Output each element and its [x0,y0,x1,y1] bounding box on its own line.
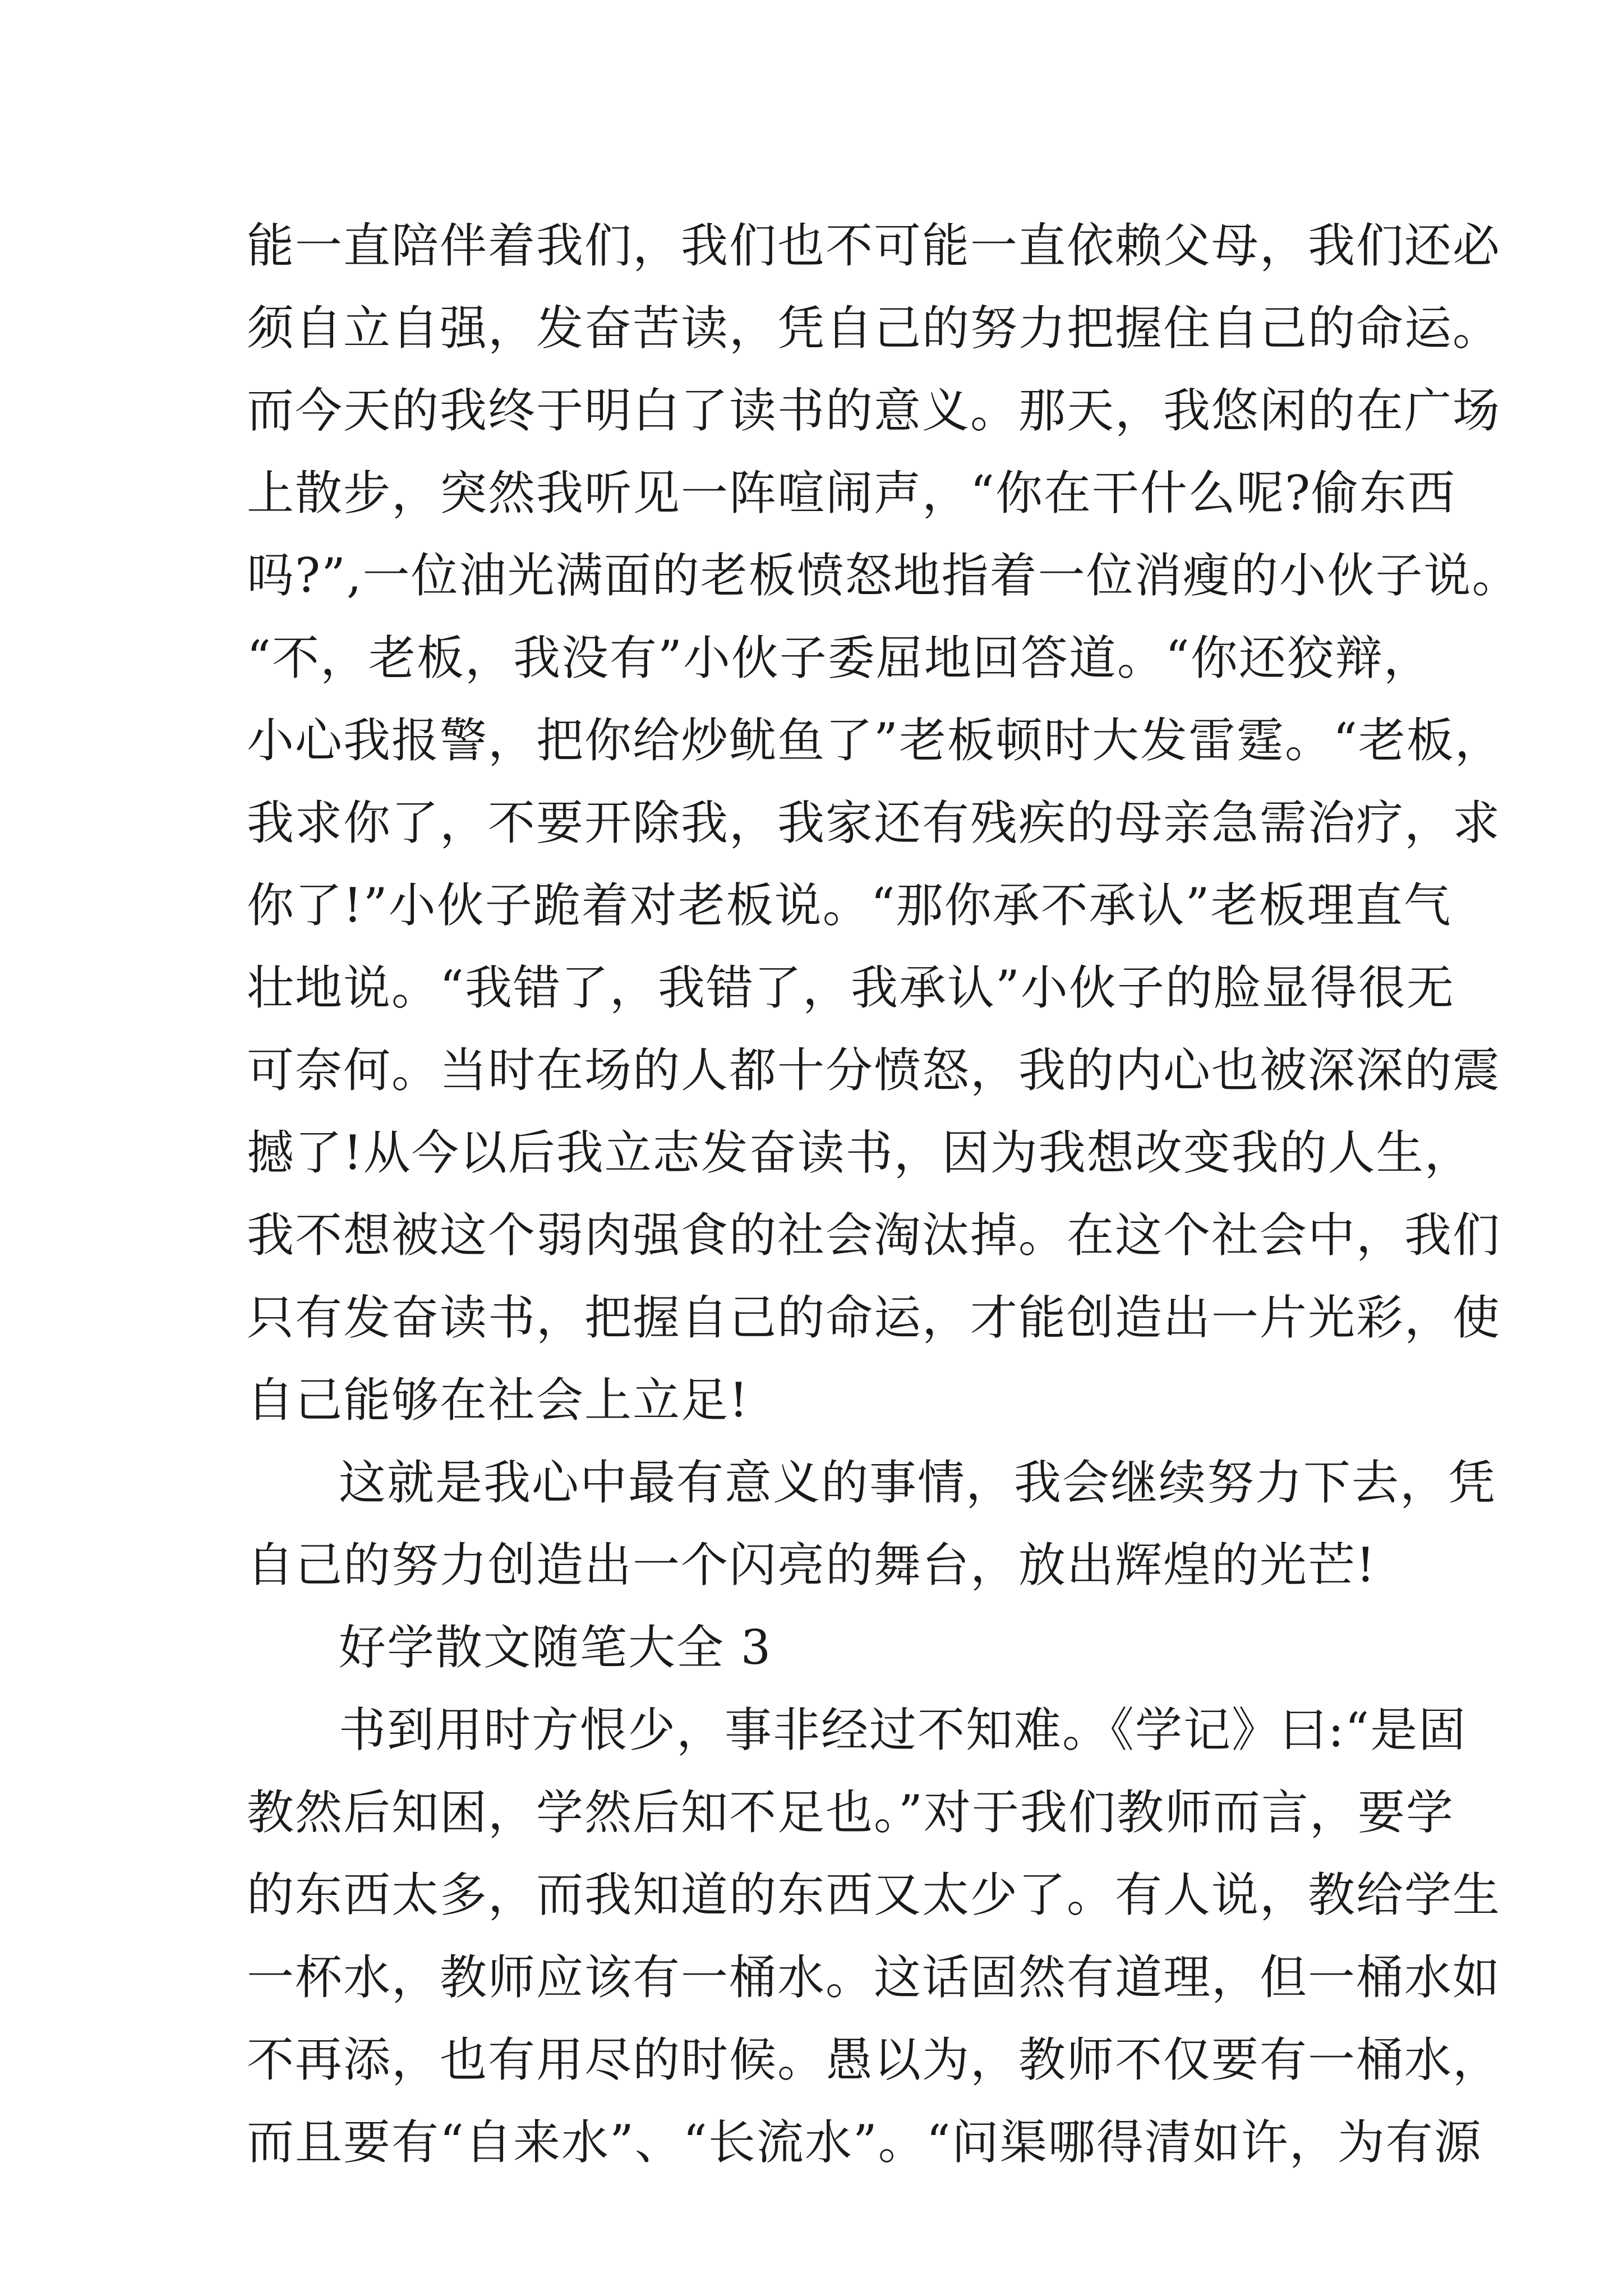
text-line: 而且要有“自来水”、“长流水”。“问渠哪得清如许，为有源 [247,2115,1482,2170]
text-line: 一杯水，教师应该有一桶水。这话固然有道理，但一桶水如 [247,1950,1501,2005]
text-line: 教然后知困，学然后知不足也。”对于我们教师而言，要学 [247,1785,1454,1840]
text-line: 这就是我心中最有意义的事情，我会继续努力下去，凭 [339,1455,1497,1510]
text-line: 我不想被这个弱肉强食的社会淘汰掉。在这个社会中，我们 [247,1208,1501,1263]
text-line: 的东西太多，而我知道的东西又太少了。有人说，教给学生 [247,1867,1501,1922]
text-line: 可奈何。当时在场的人都十分愤怒，我的内心也被深深的震 [247,1043,1501,1098]
body-text [247,205,1520,2184]
text-line: 好学散文随笔大全 3 [339,1620,772,1675]
text-line: 而今天的我终于明白了读书的意义。那天，我悠闲的在广场 [247,383,1501,438]
text-line: 小心我报警，把你给炒鱿鱼了”老板顿时大发雷霆。“老板， [247,713,1503,768]
text-line: 自己的努力创造出一个闪亮的舞台，放出辉煌的光芒! [247,1538,1376,1593]
text-line: 撼了!从今以后我立志发奋读书，因为我想改变我的人生， [247,1125,1473,1180]
text-line: “不，老板，我没有”小伙子委屈地回答道。“你还狡辩， [247,631,1432,685]
text-line: 壮地说。“我错了，我错了，我承认”小伙子的脸显得很无 [247,960,1455,1015]
text-line: 你了!”小伙子跪着对老板说。“那你承不承认”老板理直气 [247,878,1452,933]
text-line: 只有发奋读书，把握自己的命运，才能创造出一片光彩，使 [247,1290,1501,1345]
text-line: 吗?”,一位油光满面的老板愤怒地指着一位消瘦的小伙子说。 [247,548,1520,603]
text-line: 能一直陪伴着我们，我们也不可能一直依赖父母，我们还必 [247,218,1501,273]
text-line: 我求你了，不要开除我，我家还有残疾的母亲急需治疗，求 [247,795,1501,850]
text-line: 书到用时方恨少，事非经过不知难。《学记》曰:“是固 [339,1703,1467,1757]
text-line: 上散步，突然我听见一阵喧闹声，“你在干什么呢?偷东西 [247,466,1456,521]
text-line: 不再添，也有用尽的时候。愚以为，教师不仅要有一桶水， [247,2032,1501,2087]
text-line: 须自立自强，发奋苦读，凭自己的努力把握住自己的命运。 [247,301,1501,356]
text-line: 自己能够在社会上立足! [247,1373,749,1428]
